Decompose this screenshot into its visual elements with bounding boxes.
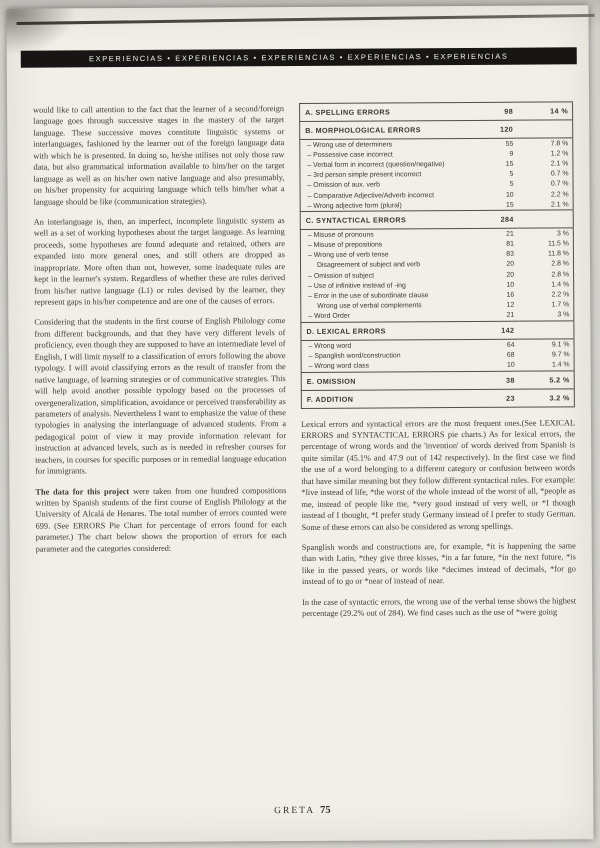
row-pct: 3 % bbox=[557, 311, 570, 319]
row-count: 21 bbox=[506, 312, 515, 320]
row-label: – Misuse of pronouns bbox=[307, 231, 374, 239]
row-count: 55 bbox=[505, 140, 514, 148]
table-section-row bbox=[301, 370, 574, 390]
row-label: – Wrong use of determiners bbox=[307, 141, 393, 149]
section-label: F. ADDITION bbox=[301, 389, 474, 408]
table-section-row bbox=[300, 102, 573, 122]
row-count: 83 bbox=[506, 250, 514, 259]
row-pct: 1.4 % bbox=[551, 361, 570, 369]
row-label: – Wrong use of verb tense bbox=[307, 251, 389, 260]
row-count: 21 bbox=[506, 230, 514, 238]
row-pct: 1.4 % bbox=[551, 281, 570, 289]
row-count: 5 bbox=[509, 170, 514, 178]
row-pct: 11.5 % bbox=[547, 240, 569, 248]
row-label: – Wrong adjective form (plural) bbox=[307, 202, 402, 210]
row-label: – Wrong word bbox=[308, 342, 352, 350]
paragraph-lead: The data for this project bbox=[35, 486, 130, 497]
row-pct: 2.8 % bbox=[551, 260, 570, 268]
row-label: – Comparative Adjective/Adverb incorrect bbox=[307, 191, 435, 200]
row-pct: 9.7 % bbox=[551, 351, 570, 359]
row-count: 10 bbox=[505, 191, 514, 199]
scan-edge-line bbox=[17, 14, 595, 25]
row-count: 81 bbox=[506, 240, 514, 248]
row-pct: 11.8 % bbox=[547, 250, 569, 258]
page-footer bbox=[11, 798, 593, 820]
header-band-text: EXPERIENCIAS • EXPERIENCIAS • EXPERIENCIAS • EXPERIENCIAS • EXPERIENCIAS bbox=[88, 51, 509, 64]
section-label: A. SPELLING ERRORS bbox=[300, 102, 473, 121]
row-pct: 3 % bbox=[556, 230, 569, 238]
paragraph: Considering that the students in the first course of English Philology come from different backgrounds, and that they have very different levels of proficiency, even though they are supposed to have an intermediate level of English, I will limit myself to a classification of errors following the above typology. I will avoid classifying errors as the result of transfer from the native language, of learning strategies or of communicative strategies. This will help avoid another possible typology based on the processes of overgeneralization, simplification, avoidance or perceived transferability as parameters of analysis. Nevertheless I want to emphasize the value of these typologies in analysing the interlanguage of advanced students. From a pedagogical point of view it may provide information relevant for instruction at advanced levels, such as is needed in refresher courses for teachers, in courses for specific purposes or in remedial language education for immigrants. bbox=[34, 316, 287, 476]
row-label: – Use of infinitive instead of -ing bbox=[308, 282, 406, 290]
row-label: – Omission of aux. verb bbox=[307, 181, 380, 190]
section-count: 98 bbox=[472, 102, 517, 120]
section-pct: 3.2 % bbox=[519, 388, 575, 406]
paragraph: The data for this project were taken from one hundred compositions written by Spanish students of the first course of English Philology at the University of Alcalá de Henares. The total number of errors counted were 699. (See ERRORS Pie Chart for percentage of errors found for each parameter.) The chart below shows the proportion of errors for each parameter and the categories considered: bbox=[35, 485, 287, 554]
row-label: – Verbal form in incorrect (question/negative) bbox=[307, 161, 445, 169]
row-label: – Wrong word class bbox=[308, 362, 370, 370]
row-label: – Word Order bbox=[308, 313, 350, 321]
paragraph: An interlanguage is, then, an imperfect, incomplete linguistic system as well as a set of working hypotheses about the target language. As learning proceeds, some hypotheses are found adequate and retained, others are expanded into more general ones, and still others are dropped as inappropriate. More often than not, however, some inadequate rules are kept in the learner's system. Regardless of whether these are rules derived from his/her native language (L1) or rules devised by the learner, they represent gaps in his/her competence and are one of the causes of errors. bbox=[33, 216, 286, 307]
row-count: 16 bbox=[506, 291, 515, 299]
row-pct: 1.7 % bbox=[551, 301, 570, 309]
section-label: B. MORPHOLOGICAL ERRORS bbox=[300, 120, 473, 139]
row-pct: 2.1 % bbox=[550, 160, 569, 168]
paragraph: would like to call attention to the fact that the learner of a second/foreign language goes through successive stages in the mastery of the target language. These successive moves constitute linguistic systems or interlanguages, fashioned by the learner out of the foreign language data with which he is presented. In doing so, he/she utilises not only those raw data, but also grammatical information available to him/her on the target language as well as on his/her own native language and also presumably, on his/her propensity for acquiring language which tells him/her what a language should be like (communication strategies). bbox=[33, 104, 285, 207]
row-label: – Misuse of prepositions bbox=[307, 241, 383, 250]
row-pct: 2.8 % bbox=[551, 271, 570, 279]
scanned-page bbox=[6, 5, 593, 843]
right-column bbox=[299, 101, 576, 628]
section-pct bbox=[518, 321, 574, 339]
row-count: 5 bbox=[509, 181, 514, 189]
row-pct: 2.2 % bbox=[551, 291, 570, 299]
section-label: E. OMISSION bbox=[301, 371, 474, 390]
journal-name: GRETA bbox=[274, 805, 316, 817]
row-pct: 2.1 % bbox=[551, 201, 569, 209]
row-label: – Possessive case incorrect bbox=[307, 151, 393, 159]
paragraph: Spanglish words and constructions are, for example, *it is happening the same than with Latin, *they give three kisses, *in a far future, *in the next future, *is like in the passed years, or words like *decimes instead of decimals, *for go instead of to go or *near of instead of near. bbox=[301, 541, 576, 587]
page-number: 75 bbox=[320, 804, 331, 816]
error-table bbox=[299, 101, 575, 408]
row-pct: 1.2 % bbox=[550, 150, 569, 158]
section-pct bbox=[517, 120, 573, 138]
row-pct: 0.7 % bbox=[550, 170, 569, 178]
page-content bbox=[33, 101, 576, 630]
row-count: 20 bbox=[506, 271, 515, 279]
row-label: – Omission of subject bbox=[308, 272, 374, 280]
row-count: 12 bbox=[506, 301, 515, 309]
row-label: – 3rd person simple present incorrect bbox=[307, 171, 422, 180]
table-section-row bbox=[300, 210, 573, 230]
row-pct: 7.8 % bbox=[550, 139, 569, 148]
row-label: Disagreement of subject and verb bbox=[317, 261, 421, 270]
section-count: 23 bbox=[474, 389, 519, 407]
paragraph: In the case of syntactic errors, the wrong use of the verbal tense shows the highest percentage (29.2% out of 284). We find cases such as the use of *were going bbox=[302, 596, 577, 619]
section-label: D. LEXICAL ERRORS bbox=[301, 321, 474, 340]
section-count: 38 bbox=[474, 371, 519, 389]
table-section-row bbox=[301, 388, 574, 408]
row-count: 68 bbox=[506, 351, 515, 359]
paragraph: Lexical errors and syntactical errors are the most frequent ones.(See LEXICAL ERRORS and SYNTACTICAL ERRORS pie charts.) As for lexical errors, the percentage of wrong words and the 'invention' of words derived from Spanish is quite similar (45.1% and 47.9 out of 142 respectively). In the first case we find the use of a word belonging to a different category or confusion between words that have similar meaning but they follow different syntactical rules. For example: *live instead of life, *the worst of the whole instead of the worst of all, *people as me, instead of people like me, *very good instead of very well, or *I though instead of I thought, *I prefer study Germany instead of I prefer to study German. Some of these errors can also be considered as wrong spellings. bbox=[300, 417, 576, 532]
row-count: 10 bbox=[506, 361, 515, 369]
row-pct: 9.1 % bbox=[551, 340, 570, 349]
section-pct: 5.2 % bbox=[519, 370, 575, 388]
left-column bbox=[33, 103, 287, 630]
row-count: 20 bbox=[506, 261, 515, 269]
section-label: C. SYNTACTICAL ERRORS bbox=[300, 211, 473, 230]
section-count: 120 bbox=[472, 120, 517, 138]
row-count: 10 bbox=[506, 281, 515, 289]
table-section-row bbox=[301, 321, 574, 341]
row-count: 9 bbox=[509, 150, 514, 158]
table-section-row bbox=[300, 120, 573, 140]
row-pct: 2.2 % bbox=[550, 190, 569, 198]
section-count: 284 bbox=[473, 210, 518, 228]
right-column-text bbox=[301, 417, 576, 620]
section-pct bbox=[518, 210, 574, 228]
header-band bbox=[21, 47, 577, 67]
section-count: 142 bbox=[473, 321, 518, 339]
row-count: 15 bbox=[505, 201, 514, 209]
row-pct: 0.7 % bbox=[550, 180, 569, 188]
row-label: Wrong use of verbal complements bbox=[317, 302, 422, 311]
scan-corner-shadow bbox=[6, 8, 76, 54]
row-label: – Error in the use of subordinate clause bbox=[308, 292, 429, 300]
row-count: 15 bbox=[505, 160, 514, 168]
section-pct: 14 % bbox=[517, 102, 573, 120]
row-count: 64 bbox=[506, 341, 515, 349]
row-label: – Spanglish word/construction bbox=[308, 352, 401, 360]
